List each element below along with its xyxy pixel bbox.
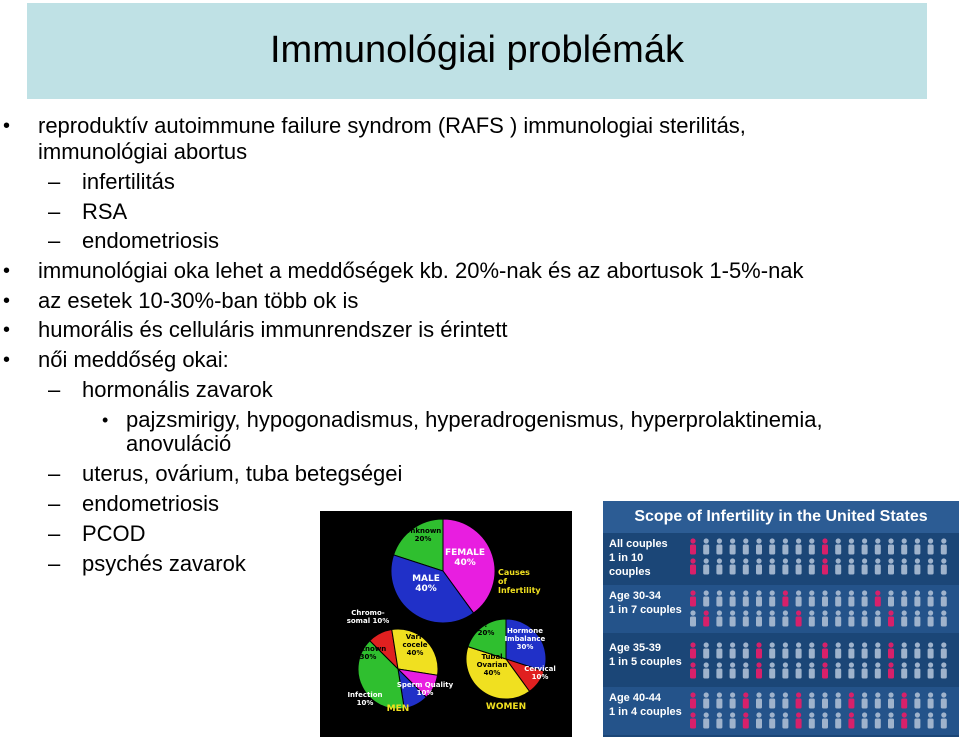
person-icon xyxy=(716,538,722,554)
person-icon xyxy=(782,692,788,708)
person-icon xyxy=(901,590,907,606)
person-icon xyxy=(809,538,815,554)
people-icons xyxy=(685,690,955,732)
title-bar xyxy=(27,3,927,99)
scope-row-label: Age 35-39 1 in 5 couples xyxy=(609,642,682,668)
person-icon xyxy=(901,558,907,574)
person-icon xyxy=(928,642,934,658)
person-icon xyxy=(928,712,934,728)
person-icon xyxy=(796,610,802,626)
person-icon xyxy=(928,610,934,626)
person-icon xyxy=(822,590,828,606)
person-icon xyxy=(730,558,736,574)
pie-label: Hormone Imbalance 30% xyxy=(504,627,546,651)
scope-row-label: All couples 1 in 10 couples xyxy=(609,538,668,578)
bullet-item: • reproduktív autoimmune failure syndrom (RAFS ) immunologiai sterilitás, xyxy=(38,114,746,138)
person-icon xyxy=(914,538,920,554)
person-icon xyxy=(875,692,881,708)
person-icon xyxy=(730,590,736,606)
person-icon xyxy=(796,692,802,708)
person-icon xyxy=(809,662,815,678)
scope-row xyxy=(603,637,959,685)
person-icon xyxy=(782,558,788,574)
bullet-item: • immunológiai oka lehet a meddőségek kb. 20%-nak és az abortusok 1-5%-nak xyxy=(38,259,804,283)
person-icon xyxy=(914,642,920,658)
bullet-item: • humorális és celluláris immunrendszer is érintett xyxy=(38,318,508,342)
person-icon xyxy=(703,662,709,678)
person-icon xyxy=(809,558,815,574)
person-icon xyxy=(901,712,907,728)
person-icon xyxy=(716,712,722,728)
person-icon xyxy=(848,662,854,678)
pie-label: WOMEN xyxy=(485,702,527,712)
person-icon xyxy=(822,538,828,554)
person-icon xyxy=(756,642,762,658)
person-icon xyxy=(796,712,802,728)
person-icon xyxy=(848,712,854,728)
person-icon xyxy=(716,610,722,626)
person-icon xyxy=(848,558,854,574)
person-icon xyxy=(888,662,894,678)
person-icon xyxy=(835,642,841,658)
people-icons xyxy=(685,640,955,682)
person-icon xyxy=(756,662,762,678)
person-icon xyxy=(743,712,749,728)
person-icon xyxy=(875,610,881,626)
pie-label: Causes of Infertility xyxy=(498,568,541,595)
person-icon xyxy=(782,662,788,678)
scope-row xyxy=(603,687,959,735)
person-icon xyxy=(914,610,920,626)
person-icon xyxy=(928,590,934,606)
person-icon xyxy=(716,692,722,708)
bullet-item: – PCOD xyxy=(82,522,146,546)
bullet-item: – endometriosis xyxy=(82,229,219,253)
person-icon xyxy=(690,558,696,574)
person-icon xyxy=(796,590,802,606)
person-icon xyxy=(716,558,722,574)
person-icon xyxy=(914,590,920,606)
person-icon xyxy=(862,558,868,574)
person-icon xyxy=(730,662,736,678)
person-icon xyxy=(835,590,841,606)
pie-label: ? 20% xyxy=(477,621,495,637)
person-icon xyxy=(756,692,762,708)
pie-label: Tubal Ovarian 40% xyxy=(476,653,508,677)
person-icon xyxy=(796,538,802,554)
person-icon xyxy=(822,662,828,678)
person-icon xyxy=(862,692,868,708)
person-icon xyxy=(928,662,934,678)
person-icon xyxy=(835,692,841,708)
person-icon xyxy=(769,538,775,554)
person-icon xyxy=(690,538,696,554)
person-icon xyxy=(730,610,736,626)
pie-label: Chromo-somal 10% xyxy=(346,609,390,625)
person-icon xyxy=(756,590,762,606)
bullet-item: – endometriosis xyxy=(82,492,219,516)
person-icon xyxy=(875,662,881,678)
bullet-item: – infertilitás xyxy=(82,170,175,194)
person-icon xyxy=(941,538,947,554)
person-icon xyxy=(888,610,894,626)
person-icon xyxy=(809,712,815,728)
person-icon xyxy=(901,538,907,554)
person-icon xyxy=(835,558,841,574)
person-icon xyxy=(941,610,947,626)
person-icon xyxy=(835,538,841,554)
person-icon xyxy=(756,558,762,574)
pie-label: Sperm Quality 10% xyxy=(396,681,454,697)
person-icon xyxy=(888,590,894,606)
person-icon xyxy=(796,662,802,678)
person-icon xyxy=(756,610,762,626)
person-icon xyxy=(822,610,828,626)
person-icon xyxy=(809,590,815,606)
person-icon xyxy=(743,662,749,678)
person-icon xyxy=(782,610,788,626)
person-icon xyxy=(901,610,907,626)
person-icon xyxy=(769,712,775,728)
person-icon xyxy=(862,538,868,554)
person-icon xyxy=(743,642,749,658)
person-icon xyxy=(782,590,788,606)
person-icon xyxy=(690,712,696,728)
person-icon xyxy=(690,692,696,708)
person-icon xyxy=(875,642,881,658)
person-icon xyxy=(835,610,841,626)
person-icon xyxy=(875,538,881,554)
person-icon xyxy=(888,538,894,554)
pie-label: Cervical 10% xyxy=(524,665,556,681)
person-icon xyxy=(743,558,749,574)
causes-of-infertility-figure xyxy=(320,511,572,737)
person-icon xyxy=(914,662,920,678)
person-icon xyxy=(769,610,775,626)
person-icon xyxy=(782,538,788,554)
person-icon xyxy=(743,692,749,708)
person-icon xyxy=(796,558,802,574)
person-icon xyxy=(730,642,736,658)
person-icon xyxy=(769,642,775,658)
person-icon xyxy=(875,558,881,574)
pie-label: Vari-cocele 40% xyxy=(402,633,428,657)
person-icon xyxy=(835,662,841,678)
person-icon xyxy=(875,590,881,606)
person-icon xyxy=(941,662,947,678)
person-icon xyxy=(703,642,709,658)
person-icon xyxy=(914,692,920,708)
person-icon xyxy=(756,538,762,554)
person-icon xyxy=(690,610,696,626)
person-icon xyxy=(901,692,907,708)
bullet-item: – hormonális zavarok xyxy=(82,378,273,402)
person-icon xyxy=(848,590,854,606)
scope-title: Scope of Infertility in the United States xyxy=(603,501,959,533)
person-icon xyxy=(716,590,722,606)
person-icon xyxy=(769,662,775,678)
person-icon xyxy=(822,712,828,728)
person-icon xyxy=(703,610,709,626)
person-icon xyxy=(928,692,934,708)
person-icon xyxy=(848,538,854,554)
person-icon xyxy=(716,642,722,658)
person-icon xyxy=(941,712,947,728)
person-icon xyxy=(941,642,947,658)
person-icon xyxy=(862,610,868,626)
person-icon xyxy=(769,692,775,708)
person-icon xyxy=(730,712,736,728)
person-icon xyxy=(703,558,709,574)
person-icon xyxy=(743,610,749,626)
person-icon xyxy=(716,662,722,678)
person-icon xyxy=(782,712,788,728)
person-icon xyxy=(862,590,868,606)
person-icon xyxy=(928,558,934,574)
person-icon xyxy=(941,558,947,574)
person-icon xyxy=(875,712,881,728)
person-icon xyxy=(756,712,762,728)
person-icon xyxy=(809,610,815,626)
person-icon xyxy=(690,662,696,678)
scope-of-infertility-figure xyxy=(603,501,959,737)
bullet-item: – psychés zavarok xyxy=(82,552,246,576)
person-icon xyxy=(743,538,749,554)
pie-label: Unknown 30% xyxy=(349,645,387,661)
person-icon xyxy=(914,558,920,574)
slide-title: Immunológiai problémák xyxy=(270,29,684,71)
scope-row-label: Age 40-44 1 in 4 couples xyxy=(609,692,682,718)
bullet-item: anovuláció xyxy=(126,431,232,456)
person-icon xyxy=(848,642,854,658)
people-icons xyxy=(685,536,955,578)
person-icon xyxy=(888,558,894,574)
bullet-item: • az esetek 10-30%-ban több ok is xyxy=(38,289,358,313)
person-icon xyxy=(862,662,868,678)
pie-label: MALE 40% xyxy=(412,574,440,594)
person-icon xyxy=(848,692,854,708)
person-icon xyxy=(809,692,815,708)
bullet-item: • női meddőség okai: xyxy=(38,348,229,372)
person-icon xyxy=(703,712,709,728)
person-icon xyxy=(848,610,854,626)
bullet-item: immunológiai abortus xyxy=(38,139,248,164)
bullet-item: • pajzsmirigy, hypogonadismus, hyperadrogenismus, hyperprolaktinemia, xyxy=(126,408,823,432)
person-icon xyxy=(730,538,736,554)
person-icon xyxy=(690,642,696,658)
scope-row-label: Age 30-34 1 in 7 couples xyxy=(609,590,682,616)
person-icon xyxy=(690,590,696,606)
person-icon xyxy=(862,712,868,728)
person-icon xyxy=(862,642,868,658)
person-icon xyxy=(928,538,934,554)
people-icons xyxy=(685,588,955,630)
person-icon xyxy=(822,558,828,574)
bullet-item: – RSA xyxy=(82,200,127,224)
pie-label: FEMALE 40% xyxy=(444,548,486,568)
person-icon xyxy=(782,642,788,658)
person-icon xyxy=(796,642,802,658)
person-icon xyxy=(769,590,775,606)
person-icon xyxy=(730,692,736,708)
person-icon xyxy=(941,590,947,606)
pie-label: Infection 10% xyxy=(347,691,383,707)
person-icon xyxy=(703,590,709,606)
person-icon xyxy=(809,642,815,658)
pie-label: MEN xyxy=(386,704,410,714)
person-icon xyxy=(822,642,828,658)
person-icon xyxy=(743,590,749,606)
person-icon xyxy=(822,692,828,708)
causes-pie-svg xyxy=(320,511,572,737)
person-icon xyxy=(703,692,709,708)
person-icon xyxy=(914,712,920,728)
person-icon xyxy=(835,712,841,728)
scope-row xyxy=(603,533,959,581)
person-icon xyxy=(901,662,907,678)
person-icon xyxy=(888,692,894,708)
person-icon xyxy=(888,642,894,658)
scope-row xyxy=(603,585,959,633)
person-icon xyxy=(703,538,709,554)
pie-label: Unknown 20% xyxy=(404,527,442,543)
person-icon xyxy=(888,712,894,728)
person-icon xyxy=(941,692,947,708)
person-icon xyxy=(769,558,775,574)
person-icon xyxy=(901,642,907,658)
bullet-item: – uterus, ovárium, tuba betegségei xyxy=(82,462,402,486)
